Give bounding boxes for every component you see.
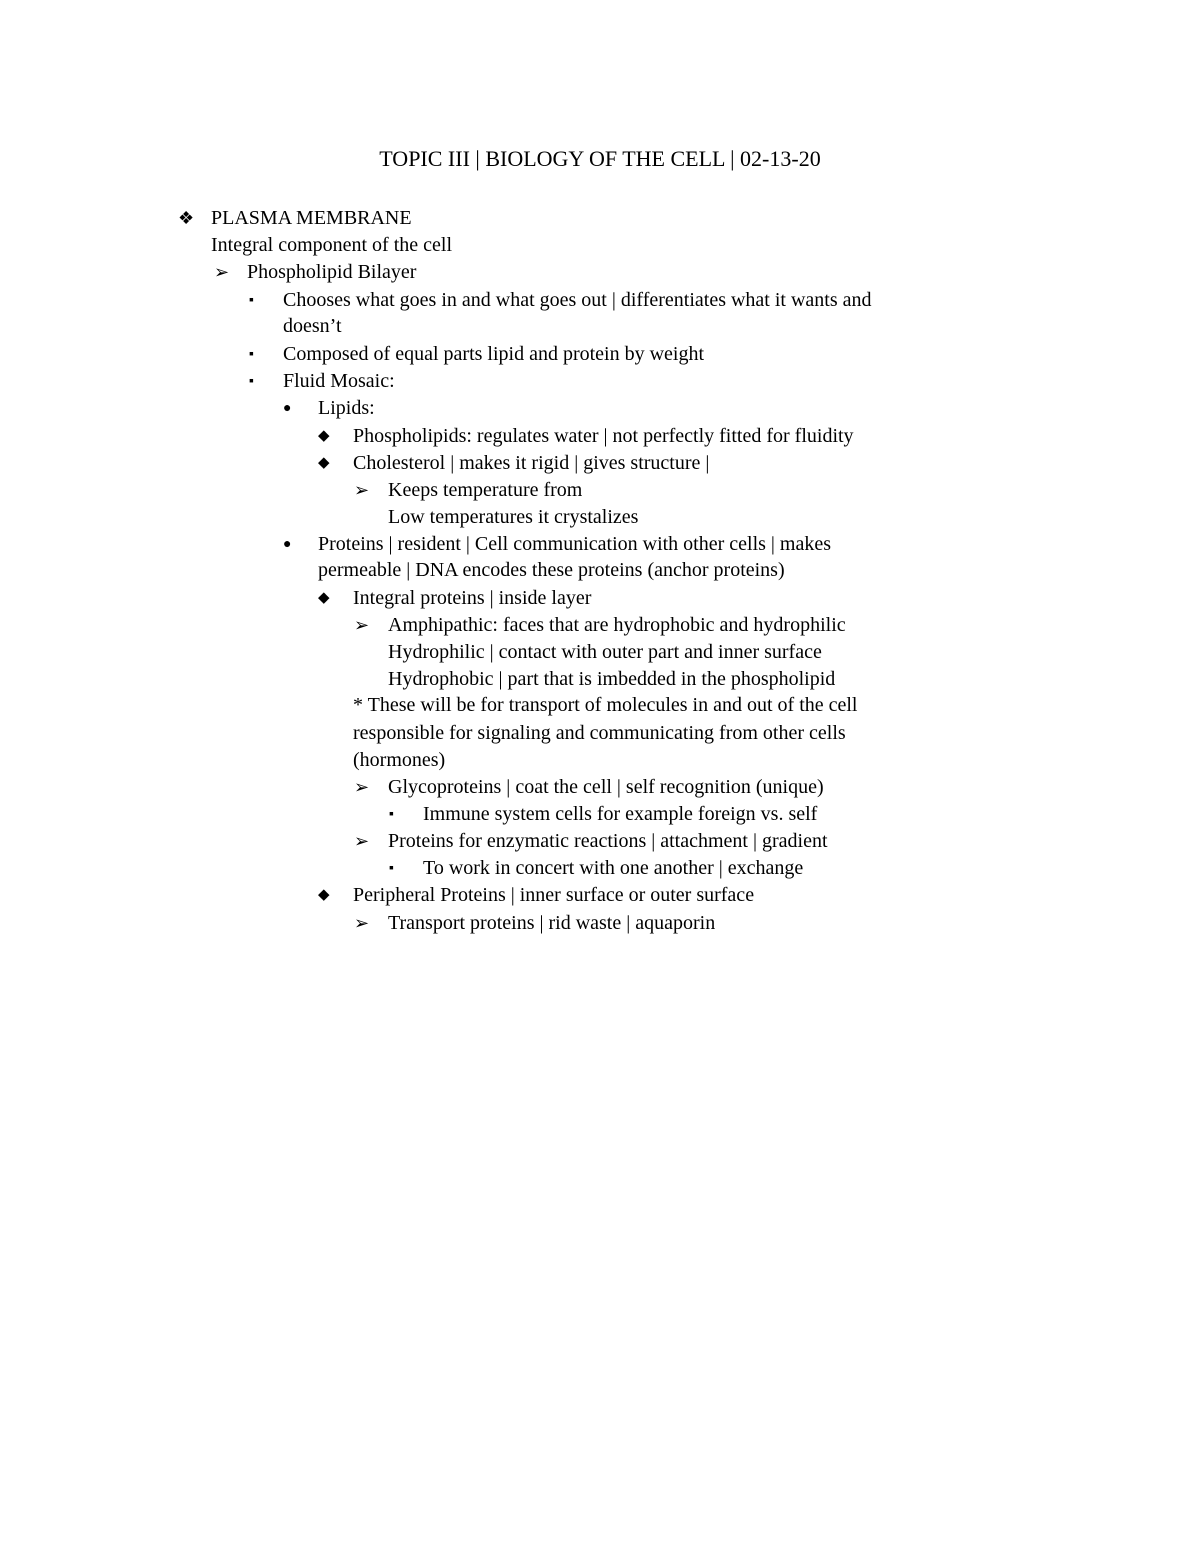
integral-component: Integral component of the cell: [211, 234, 453, 256]
square-bullet-icon: ▪: [389, 807, 394, 822]
diamond-bullet-icon: ◆: [318, 887, 330, 903]
cholesterol: Cholesterol | makes it rigid | gives structure |: [353, 452, 710, 474]
arrow-bullet-icon: ➢: [354, 777, 370, 797]
fluid-mosaic: Fluid Mosaic:: [283, 370, 395, 392]
arrow-bullet-icon: ➢: [214, 262, 230, 282]
phospholipid-bilayer: Phospholipid Bilayer: [247, 261, 417, 283]
hydrophilic: Hydrophilic | contact with outer part and inner surface: [388, 641, 822, 663]
immune-system: Immune system cells for example foreign vs. self: [423, 803, 818, 825]
arrow-bullet-icon: ➢: [354, 480, 370, 500]
disc-bullet-icon: ●: [283, 401, 292, 416]
square-bullet-icon: ▪: [249, 374, 254, 389]
diamond-bullet-icon: ◆: [318, 455, 330, 471]
diamond-bullet-icon: ◆: [318, 428, 330, 444]
lipids: Lipids:: [318, 397, 375, 419]
plasma-membrane-heading: PLASMA MEMBRANE: [211, 207, 412, 229]
square-bullet-icon: ▪: [249, 347, 254, 362]
transport-note-cont2: (hormones): [353, 749, 446, 771]
proteins: Proteins | resident | Cell communication with other cells | makes: [318, 533, 832, 555]
peripheral-proteins: Peripheral Proteins | inner surface or outer surface: [353, 884, 755, 906]
work-in-concert: To work in concert with one another | exchange: [423, 857, 804, 879]
diamond-bullet-icon: ◆: [318, 590, 330, 606]
arrow-bullet-icon: ➢: [354, 913, 370, 933]
arrow-bullet-icon: ➢: [354, 615, 370, 635]
integral-proteins: Integral proteins | inside layer: [353, 587, 592, 609]
glycoproteins: Glycoproteins | coat the cell | self recognition (unique): [388, 776, 824, 798]
amphipathic: Amphipathic: faces that are hydrophobic and hydrophilic: [388, 614, 846, 636]
composed-equal-parts: Composed of equal parts lipid and protein by weight: [283, 343, 705, 365]
square-bullet-icon: ▪: [249, 293, 254, 308]
hydrophobic: Hydrophobic | part that is imbedded in the phospholipid: [388, 668, 836, 690]
proteins-cont: permeable | DNA encodes these proteins (anchor proteins): [318, 559, 785, 581]
keeps-temperature: Keeps temperature from: [388, 479, 583, 501]
arrow-bullet-icon: ➢: [354, 831, 370, 851]
disc-bullet-icon: ●: [283, 537, 292, 552]
chooses-what-goes-cont: doesn’t: [283, 315, 342, 337]
transport-note-cont1: responsible for signaling and communicating from other cells: [353, 722, 846, 744]
chooses-what-goes: Chooses what goes in and what goes out | differentiates what it wants and: [283, 289, 872, 311]
square-bullet-icon: ▪: [389, 861, 394, 876]
enzymatic-proteins: Proteins for enzymatic reactions | attachment | gradient: [388, 830, 828, 852]
starburst-bullet-icon: ❖: [178, 208, 195, 228]
low-temperatures: Low temperatures it crystalizes: [388, 506, 639, 528]
transport-proteins: Transport proteins | rid waste | aquaporin: [388, 912, 716, 934]
phospholipids: Phospholipids: regulates water | not perfectly fitted for fluidity: [353, 425, 854, 447]
transport-note: * These will be for transport of molecules in and out of the cell: [353, 694, 858, 716]
page-title: TOPIC III | BIOLOGY OF THE CELL | 02-13-20: [379, 146, 821, 171]
